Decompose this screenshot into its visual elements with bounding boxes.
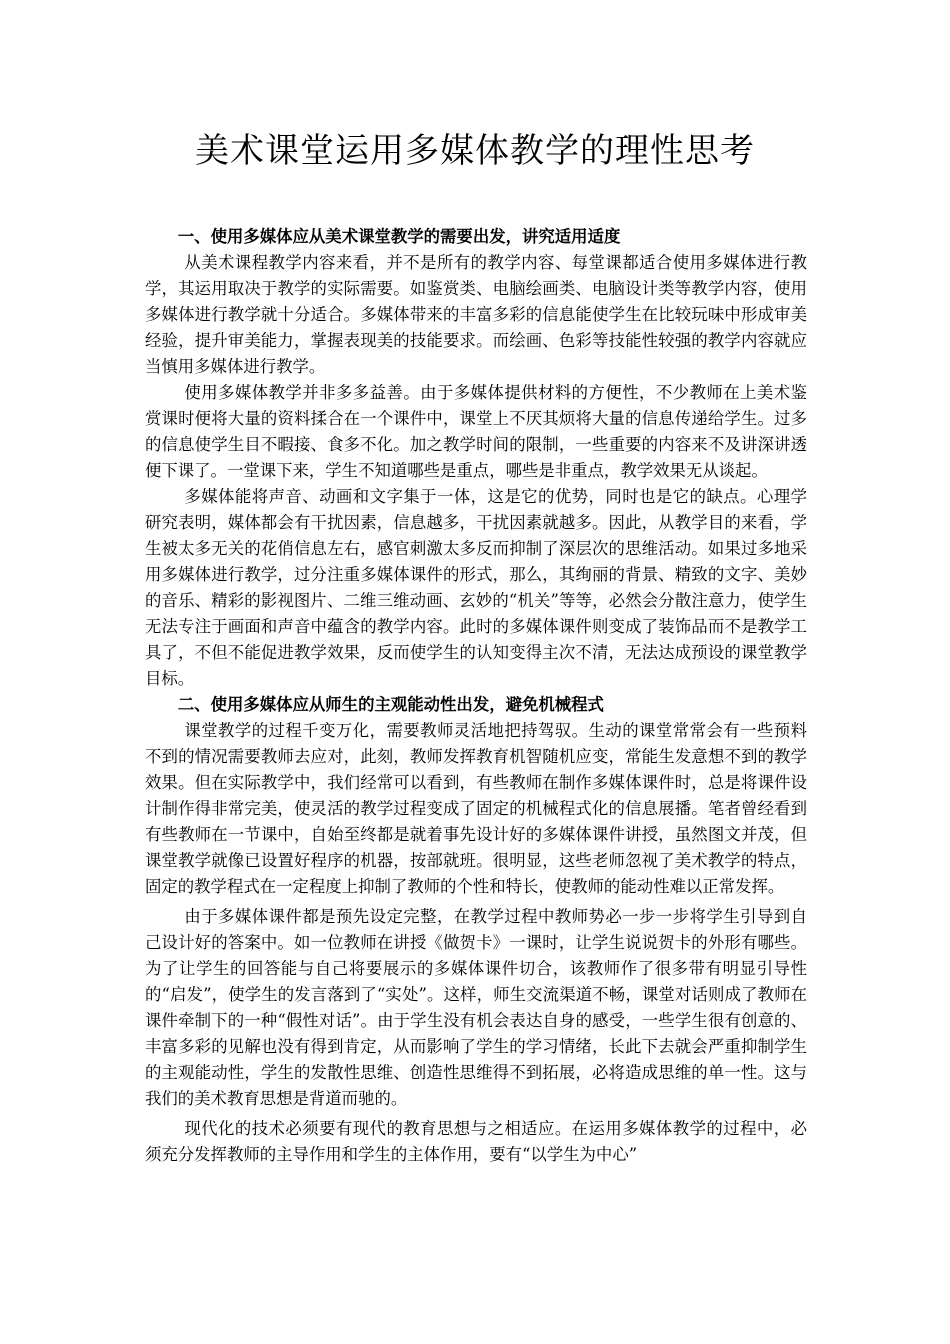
- document-title: 美术课堂运用多媒体教学的理性思考: [195, 131, 755, 171]
- paragraph: 现代化的技术必须要有现代的教育思想与之相适应。在运用多媒体教学的过程中，必须充分发挥教师的主导作用和学生的主体作用，要有“以学生为中心”: [145, 1119, 807, 1164]
- paragraph: 使用多媒体教学并非多多益善。由于多媒体提供材料的方便性，不少教师在上美术鉴赏课时便将大量的资料揉合在一个课件中，课堂上不厌其烦将大量的信息传递给学生。过多的信息使学生目不暇接、食多不化。加之教学时间的限制，一些重要的内容来不及讲深讲透便下课了。一堂课下来，学生不知道哪些是重点，哪些是非重点，教学效果无从谈起。: [145, 383, 807, 480]
- paragraph: 课堂教学的过程千变万化，需要教师灵活地把持驾驭。生动的课堂常常会有一些预料不到的情况需要教师去应对，此刻，教师发挥教育机智随机应变，常能生发意想不到的教学效果。但在实际教学中，我们经常可以看到，有些教师在制作多媒体课件时，总是将课件设计制作得非常完美，使灵活的教学过程变成了固定的机械程式化的信息展播。笔者曾经看到有些教师在一节课中，自始至终都是就着事先设计好的多媒体课件讲授，虽然图文并茂，但课堂教学就像已设置好程序的机器，按部就班。很明显，这些老师忽视了美术教学的特点，固定的教学程式在一定程度上抑制了教师的个性和特长，使教师的能动性难以正常发挥。: [145, 721, 807, 896]
- section-heading: 一、使用多媒体应从美术课堂教学的需要出发，讲究适用适度: [177, 227, 621, 246]
- section-1: [145, 224, 807, 692]
- paragraph: 从美术课程教学内容来看，并不是所有的教学内容、每堂课都适合使用多媒体进行教学，其运用取决于教学的实际需要。如鉴赏类、电脑绘画类、电脑设计类等教学内容，使用多媒体进行教学就十分适合。多媒体带来的丰富多彩的信息能使学生在比较玩味中形成审美经验，提升审美能力，掌握表现美的技能要求。而绘画、色彩等技能性较强的教学内容就应当慎用多媒体进行教学。: [145, 253, 807, 376]
- section-2: [145, 692, 807, 1168]
- section-heading: 二、使用多媒体应从师生的主观能动性出发，避免机械程式: [177, 695, 604, 714]
- paragraph: 由于多媒体课件都是预先设定完整，在教学过程中教师势必一步一步将学生引导到自己设计好的答案中。如一位教师在讲授《做贺卡》一课时，让学生说说贺卡的外形有哪些。为了让学生的回答能与自己将要展示的多媒体课件切合，该教师作了很多带有明显引导性的“启发”，使学生的发言落到了“实处”。这样，师生交流渠道不畅，课堂对话则成了教师在课件牵制下的一种“假性对话”。由于学生没有机会表达自身的感受，一些学生很有创意的、丰富多彩的见解也没有得到肯定，从而影响了学生的学习情绪，长此下去就会严重抑制学生的主观能动性，学生的发散性思维、创造性思维得不到拓展，必将造成思维的单一性。这与我们的美术教育思想是背道而驰的。: [145, 907, 807, 1108]
- document-body: [145, 224, 807, 1168]
- paragraph: 多媒体能将声音、动画和文字集于一体，这是它的优势，同时也是它的缺点。心理学研究表明，媒体都会有干扰因素，信息越多，干扰因素就越多。因此，从教学目的来看，学生被太多无关的花俏信息左右，感官刺激太多反而抑制了深层次的思维活动。如果过多地采用多媒体进行教学，过分注重多媒体课件的形式，那么，其绚丽的背景、精致的文字、美妙的音乐、精彩的影视图片、二维三维动画、玄妙的“机关”等等，必然会分散注意力，使学生无法专注于画面和声音中蕴含的教学内容。此时的多媒体课件则变成了装饰品而不是教学工具了，不但不能促进教学效果，反而使学生的认知变得主次不清，无法达成预设的课堂教学目标。: [145, 487, 807, 688]
